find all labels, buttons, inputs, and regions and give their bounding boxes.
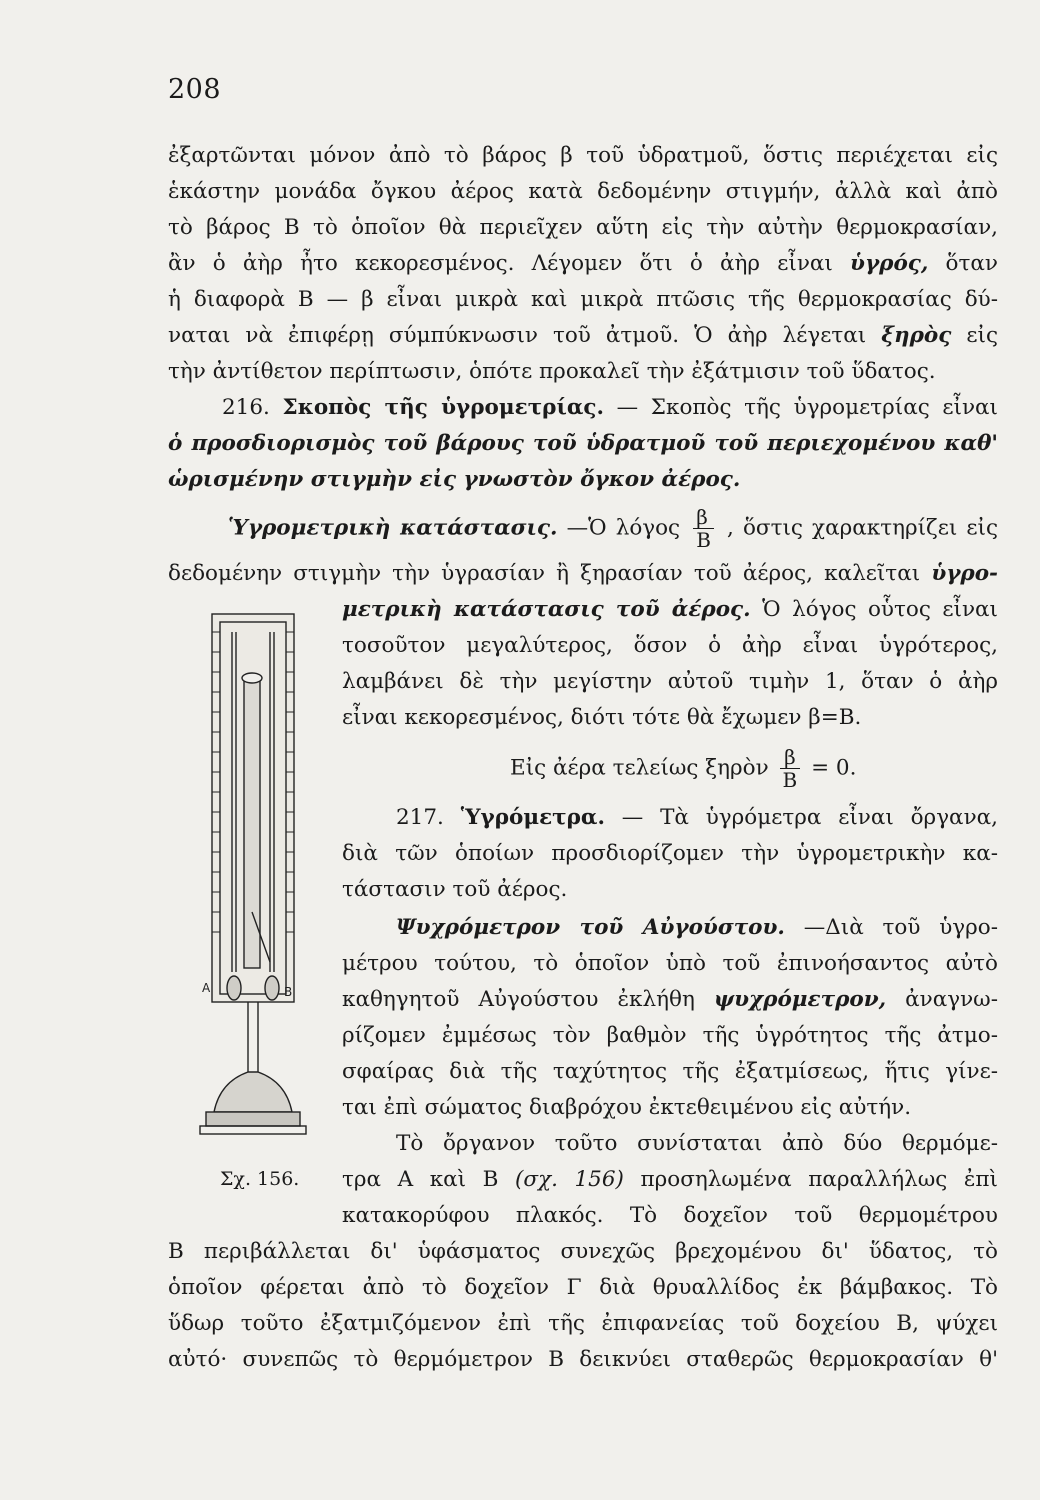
formula-line xyxy=(510,746,856,791)
fraction-numerator: β xyxy=(693,506,714,529)
text-line: σφαίρας διὰ τῆς ταχύτητος τῆς ἐξατμίσεως, ἥτις γίνε- xyxy=(342,1059,998,1084)
text-fragment: δεδομένην στιγμὴν τὴν ὑγρασίαν ἢ ξηρασίαν τοῦ ἀέρος, καλεῖται xyxy=(168,561,921,586)
psychrometer-figure xyxy=(190,612,310,1172)
text-fragment: ὅταν xyxy=(945,251,998,276)
text-fragment: Εἰς ἀέρα τελείως ξηρὸν xyxy=(510,755,769,781)
text-line: ἑκάστην μονάδα ὄγκου ἀέρος κατὰ δεδομένην στιγμήν, ἀλλὰ καὶ ἀπὸ xyxy=(168,179,998,204)
text-fragment: ἂν ὁ ἀὴρ ἦτο κεκορεσμένος. Λέγομεν ὅτι ὁ ἀὴρ εἶναι xyxy=(168,251,833,276)
text-line: λαμβάνει δὲ τὴν μεγίστην αὐτοῦ τιμὴν 1, ὅταν ὁ ἀὴρ xyxy=(342,669,998,694)
text-line: κατακορύφου πλακός. Τὸ δοχεῖον τοῦ θερμομέτρου xyxy=(342,1203,998,1228)
label-b: B xyxy=(284,985,293,999)
text-fragment: —Ὁ λόγος xyxy=(566,515,681,541)
label-a: A xyxy=(202,981,211,995)
text-line: διὰ τῶν ὁποίων προσδιορίζομεν τὴν ὑγρομετρικὴν κα- xyxy=(342,841,998,866)
text-line: τὸ βάρος Β τὸ ὁποῖον θὰ περιεῖχεν αὕτη εἰς τὴν αὐτὴν θερμοκρασίαν, xyxy=(168,215,998,240)
section-216-line xyxy=(222,390,998,426)
fraction xyxy=(693,506,714,551)
text-line: τάστασιν τοῦ ἀέρος. xyxy=(342,877,568,902)
text-line: ἡ διαφορὰ Β — β εἶναι μικρὰ καὶ μικρὰ πτῶσις τῆς θερμοκρασίας δύ- xyxy=(168,287,998,312)
text-line: τὴν ἀντίθετον περίπτωσιν, ὁπότε προκαλεῖ τὴν ἐξάτμισιν τοῦ ὕδατος. xyxy=(168,359,936,384)
figure-caption: Σχ. 156. xyxy=(220,1168,300,1190)
text-fragment: , ὅστις χαρακτηρίζει εἰς xyxy=(727,515,998,541)
page-number: 208 xyxy=(168,74,222,105)
text-fragment: = 0. xyxy=(811,755,857,781)
term-xiros: ξηρὸς xyxy=(881,323,952,348)
text-line xyxy=(168,556,998,592)
text-line: αὐτό· συνεπῶς τὸ θερμόμετρον Β δεικνύει σταθερῶς θερμοκρασίαν θ' xyxy=(168,1347,998,1372)
text-line: ὁ προσδιορισμὸς τοῦ βάρους τοῦ ὑδρατμοῦ τοῦ περιεχομένου καθ' xyxy=(168,431,998,456)
text-line: ὕδωρ τοῦτο ἐξατμιζόμενον ἐπὶ τῆς ἐπιφανείας τοῦ δοχείου Β, ψύχει xyxy=(168,1311,998,1336)
text-fragment: εἰς xyxy=(966,323,998,348)
text-fragment: ναται νὰ ἐπιφέρῃ σύμπύκνωσιν τοῦ ἀτμοῦ. Ὁ ἀὴρ λέγεται xyxy=(168,323,867,348)
text-line xyxy=(168,246,998,282)
text-line xyxy=(342,592,998,628)
text-line: ρίζομεν ἐμμέσως τὸν βαθμὸν τῆς ὑγρότητος τῆς ἀτμο- xyxy=(342,1023,998,1048)
text-line xyxy=(342,1162,998,1198)
section-217-line xyxy=(396,800,998,836)
fraction xyxy=(780,746,801,791)
text-fragment: — Τὰ ὑγρόμετρα εἶναι ὄργανα, xyxy=(621,805,998,830)
term-psychrometro: ψυχρόμετρον, xyxy=(713,987,887,1012)
figure-reference: (σχ. 156) xyxy=(515,1167,624,1192)
text-fragment: ἀναγνω- xyxy=(905,987,998,1012)
text-line: ὡρισμένην στιγμὴν εἰς γνωστὸν ὄγκον ἀέρος. xyxy=(168,467,741,492)
fraction-denominator: B xyxy=(782,768,798,792)
subsection-heading: Ὑγρομετρικὴ κατάστασις. xyxy=(228,515,558,541)
term-ygrometriki-b: μετρικὴ κατάστασις τοῦ ἀέρος. xyxy=(342,597,751,622)
term-ygrometriki-a: ὑγρο- xyxy=(931,561,998,586)
text-fragment: —Διὰ τοῦ ὑγρο- xyxy=(803,915,998,940)
text-fragment: προσηλωμένα παραλλήλως ἐπὶ xyxy=(640,1167,998,1192)
fraction-denominator: B xyxy=(696,528,711,552)
text-line: ται ἐπὶ σώματος διαβρόχου ἐκτεθειμένου εἰς αὐτήν. xyxy=(342,1095,912,1120)
text-line: μέτρου τούτου, τὸ ὁποῖον ὑπὸ τοῦ ἐπινοήσαντος αὐτὸ xyxy=(342,951,998,976)
text-fragment: Ὁ λόγος οὗτος εἶναι xyxy=(762,597,998,622)
section-heading: Σκοπὸς τῆς ὑγρομετρίας. xyxy=(282,395,604,420)
text-line: εἶναι κεκορεσμένος, διότι τότε θὰ ἔχωμεν β=Β. xyxy=(342,705,862,730)
text-line: Β περιβάλλεται δι' ὑφάσματος συνεχῶς βρεχομένου δι' ὕδατος, τὸ xyxy=(168,1239,998,1264)
text-line: Τὸ ὄργανον τοῦτο συνίσταται ἀπὸ δύο θερμόμε- xyxy=(396,1131,998,1156)
text-fragment: καθηγητοῦ Αὐγούστου ἐκλήθη xyxy=(342,987,695,1012)
section-number: 217. xyxy=(396,805,444,830)
text-fragment: τρα Α καὶ Β xyxy=(342,1167,499,1192)
subsection-heading: Ψυχρόμετρον τοῦ Αὐγούστου. xyxy=(396,915,785,940)
section-number: 216. xyxy=(222,395,270,420)
section-heading: Ὑγρόμετρα. xyxy=(460,805,605,830)
text-line xyxy=(342,982,998,1018)
text-line: ὁποῖον φέρεται ἀπὸ τὸ δοχεῖον Γ διὰ θρυαλλίδος ἐκ βάμβακος. Τὸ xyxy=(168,1275,998,1300)
text-line xyxy=(396,910,998,946)
text-fragment: — Σκοπὸς τῆς ὑγρομετρίας εἶναι xyxy=(616,395,998,420)
term-ygros: ὑγρός, xyxy=(850,251,929,276)
text-line: ἐξαρτῶνται μόνον ἀπὸ τὸ βάρος β τοῦ ὑδρατμοῦ, ὅστις περιέχεται εἰς xyxy=(168,143,998,168)
text-line xyxy=(168,318,998,354)
fraction-numerator: β xyxy=(780,746,801,769)
text-line: τοσοῦτον μεγαλύτερος, ὅσον ὁ ἀὴρ εἶναι ὑγρότερος, xyxy=(342,633,998,658)
text-line xyxy=(228,506,998,551)
